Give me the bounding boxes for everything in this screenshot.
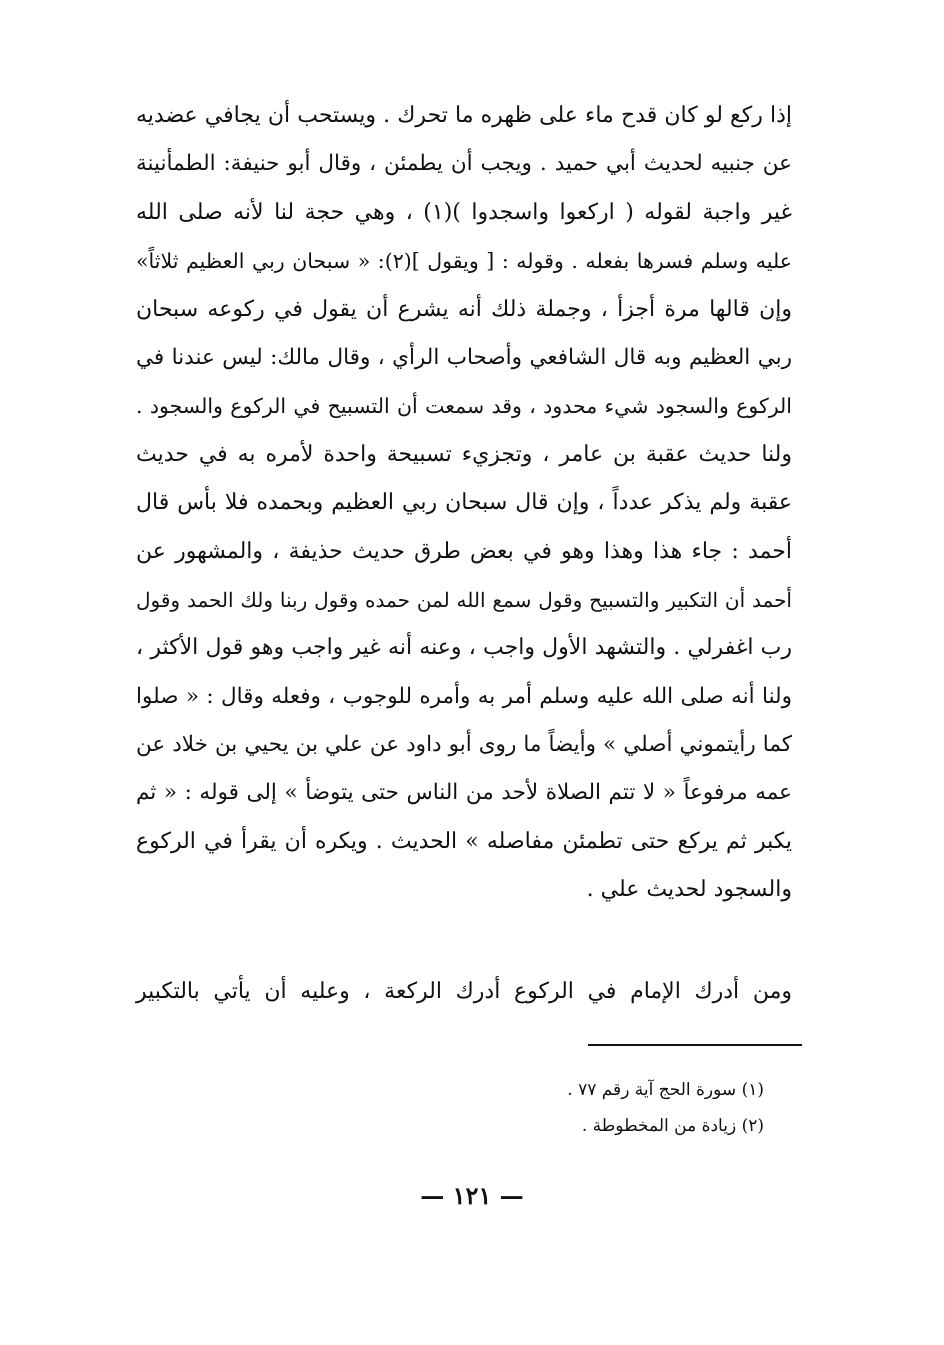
text-line: ولنا أنه صلى الله عليه وسلم أمر به وأمره للوجوب ، وفعله وقال : « صلوا bbox=[136, 683, 792, 709]
text-line: أحمد : جاء هذا وهذا وهو في بعض طرق حديث حذيفة ، والمشهور عن bbox=[136, 538, 792, 564]
text-line: عقبة ولم يذكر عدداً ، وإن قال سبحان ربي العظيم وبحمده فلا بأس قال bbox=[136, 490, 792, 516]
footnote-1: (١) سورة الحج آية رقم ٧٧ . bbox=[567, 1080, 764, 1100]
text-line: عن جنبيه لحديث أبي حميد . ويجب أن يطمئن ، وقال أبو حنيفة: الطمأنينة bbox=[136, 151, 792, 177]
footnote-divider bbox=[588, 1044, 802, 1046]
text-line: غير واجبة لقوله ( اركعوا واسجدوا )(١) ، وهي حجة لنا لأنه صلى الله bbox=[136, 199, 792, 225]
text-line: رب اغفرلي . والتشهد الأول واجب ، وعنه أنه غير واجب وهو قول الأكثر ، bbox=[136, 635, 792, 661]
main-paragraph bbox=[136, 92, 792, 915]
page-number: — ١٢١ — bbox=[420, 1181, 524, 1210]
text-line: ربي العظيم وبه قال الشافعي وأصحاب الرأي ، وقال مالك: ليس عندنا في bbox=[136, 344, 792, 370]
text-line: وإن قالها مرة أجزأ ، وجملة ذلك أنه يشرع أن يقول في ركوعه سبحان bbox=[136, 296, 792, 322]
text-line: ولنا حديث عقبة بن عامر ، وتجزيء تسبيحة واحدة لأمره به في حديث bbox=[136, 441, 792, 467]
second-paragraph bbox=[136, 968, 792, 1016]
text-line: عليه وسلم فسرها بفعله . وقوله : [ ويقول ](٢): « سبحان ربي العظيم ثلاثاً» bbox=[136, 249, 793, 274]
text-line: عمه مرفوعاً « لا تتم الصلاة لأحد من الناس حتى يتوضأ » إلى قوله : « ثم bbox=[136, 780, 792, 806]
text-line: إذا ركع لو كان قدح ماء على ظهره ما تحرك . ويستحب أن يجافي عضديه bbox=[136, 103, 792, 128]
text-line: والسجود لحديث علي . bbox=[586, 877, 792, 903]
footnotes bbox=[400, 1072, 764, 1144]
text-line: أحمد أن التكبير والتسبيح وقول سمع الله لمن حمده وقول ربنا ولك الحمد وقول bbox=[136, 587, 792, 612]
text-line: يكبر ثم يركع حتى تطمئن مفاصله » الحديث . ويكره أن يقرأ في الركوع bbox=[136, 828, 792, 854]
text-line: ومن أدرك الإمام في الركوع أدرك الركعة ، وعليه أن يأتي بالتكبير bbox=[136, 979, 792, 1004]
footnote-2: (٢) زيادة من المخطوطة . bbox=[581, 1116, 764, 1136]
text-line: الركوع والسجود شيء محدود ، وقد سمعت أن التسبيح في الركوع والسجود . bbox=[136, 394, 792, 419]
text-line: كما رأيتموني أصلي » وأيضاً ما روى أبو داود عن علي بن يحيي بن خلاد عن bbox=[136, 732, 792, 758]
